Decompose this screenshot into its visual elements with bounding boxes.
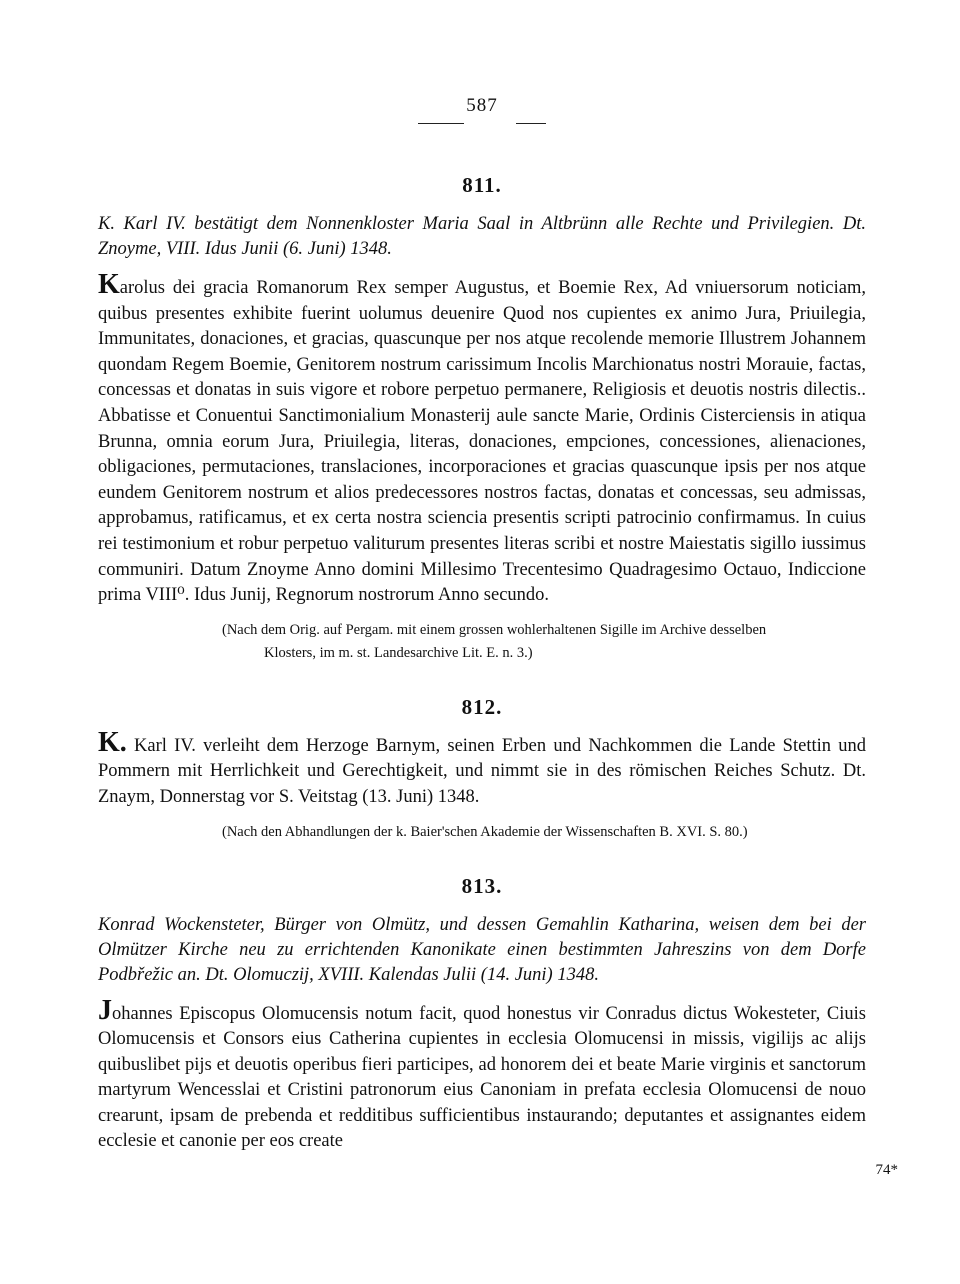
document-812 [98,695,866,844]
document-number: 811. [462,173,502,197]
source-note-line: (Nach dem Orig. auf Pergam. mit einem grossen wohlerhaltenen Sigille im Archive desselben [222,621,767,638]
regest-heading: K. Karl IV. bestätigt dem Nonnenkloster Maria Saal in Altbrünn alle Rechte und Privilegien. Dt. Znoyme, VIII. Idus Junii (6. Juni) 1348. [98,214,866,259]
document-number: 812. [461,694,503,719]
initial-letter: K [98,269,120,300]
initial-letter: J [98,994,112,1026]
initial-letter: K. [98,726,127,758]
catchword: 74* [875,1162,898,1178]
source-note [222,619,866,665]
page-number: 587 [466,95,498,116]
charter-text [98,994,866,1156]
document-811 [98,173,866,665]
source-note-line: Klosters, im m. st. Landesarchive Lit. E. n. 3.) [264,644,533,661]
charter-text [98,269,866,609]
regest-text [98,726,866,811]
charter-body: arolus dei gracia Romanorum Rex semper Augustus, et Boemie Rex, Ad vniuersorum noticiam, quibus presentes exhibite fuerint uolumus deuenire Quod nos cupientes ex animo Jura, Priuilegia, Immunitates, donaciones, et gracias, quascunque per nos atque recolende memorie Illustrem Johannem quondam Regem Boemie, Genitorem nostrum carissimum Incolis Marchionatus nostri Morauie, factas, concessas et donatas in suis vigore et robore perpetuo permanere, Religiosis et deuotis nostris dilectis.. Abbatisse et Conuentui Sanctimonialium Monasterij aule sancte Marie, Ordinis Cisterciensis in atiqua Brunna, omnia eorum Jura, Priuilegia, literas, donaciones, empciones, concessiones, alienaciones, obligaciones, permutaciones, translaciones, incorporaciones et gracias quascunque ipsis per nos atque eundem Genitorem nostrum et alios predecessores nostros factas, donatas et concessas, seu admissas, approbamus, ratificamus, et ex certa nostra sciencia presentis scripti patrocinio confirmamus. In cuius rei testimonium et robur perpetuo valiturum presentes literas scribi et nostre Maiestatis sigillo iussimus communiri. Datum Znoyme Anno domini Millesimo Trecentesimo Quadragesimo Octauo, Indiccione prima VIII⁰. Idus Junij, Regnorum nostrorum Anno secundo. [98,278,866,606]
source-note [222,821,866,844]
page [98,95,866,1155]
source-note-line: (Nach den Abhandlungen der k. Baier'schen Akademie der Wissenschaften B. XVI. S. 80.) [222,823,748,840]
document-813 [98,874,866,1156]
regest-body: Karl IV. verleiht dem Herzoge Barnym, seinen Erben und Nachkommen die Lande Stettin und Pommern mit Herrlichkeit und Gerechtigkeit, und nimmt sie in des römischen Reiches Schutz. Dt. Znaym, Donnerstag vor S. Veitstag (13. Juni) 1348. [98,735,866,807]
header-rule [98,121,866,133]
document-number: 813. [461,873,503,898]
regest-heading: Konrad Wockensteter, Bürger von Olmütz, und dessen Gemahlin Katharina, weisen dem bei der Olmützer Kirche neu zu errichtenden Kanonikate einen bestimmten Jahreszins von dem Dorfe Podbřežic an. Dt. Olomuczij, XVIII. Kalendas Julii (14. Juni) 1348. [98,914,866,985]
charter-body: ohannes Episcopus Olomucensis notum facit, quod honestus vir Conradus dictus Wokesteter, Ciuis Olomucensis et Consors eius Catherina cupientes in ecclesia Olomucensi in missis, vigilijs ac alijs quibuslibet pijs et deuotis operibus fieri participes, ad honorem dei et beate Marie virginis et sanctorum martyrum Wencesslai et Cristini patronorum eius Canoniam in prefata ecclesia Olomucensi de nouo crearunt, ipsam de prebenda et redditibus sufficientibus instaurando; deputantes et assignantes eidem ecclesie et canonie per eos create [98,1003,866,1152]
